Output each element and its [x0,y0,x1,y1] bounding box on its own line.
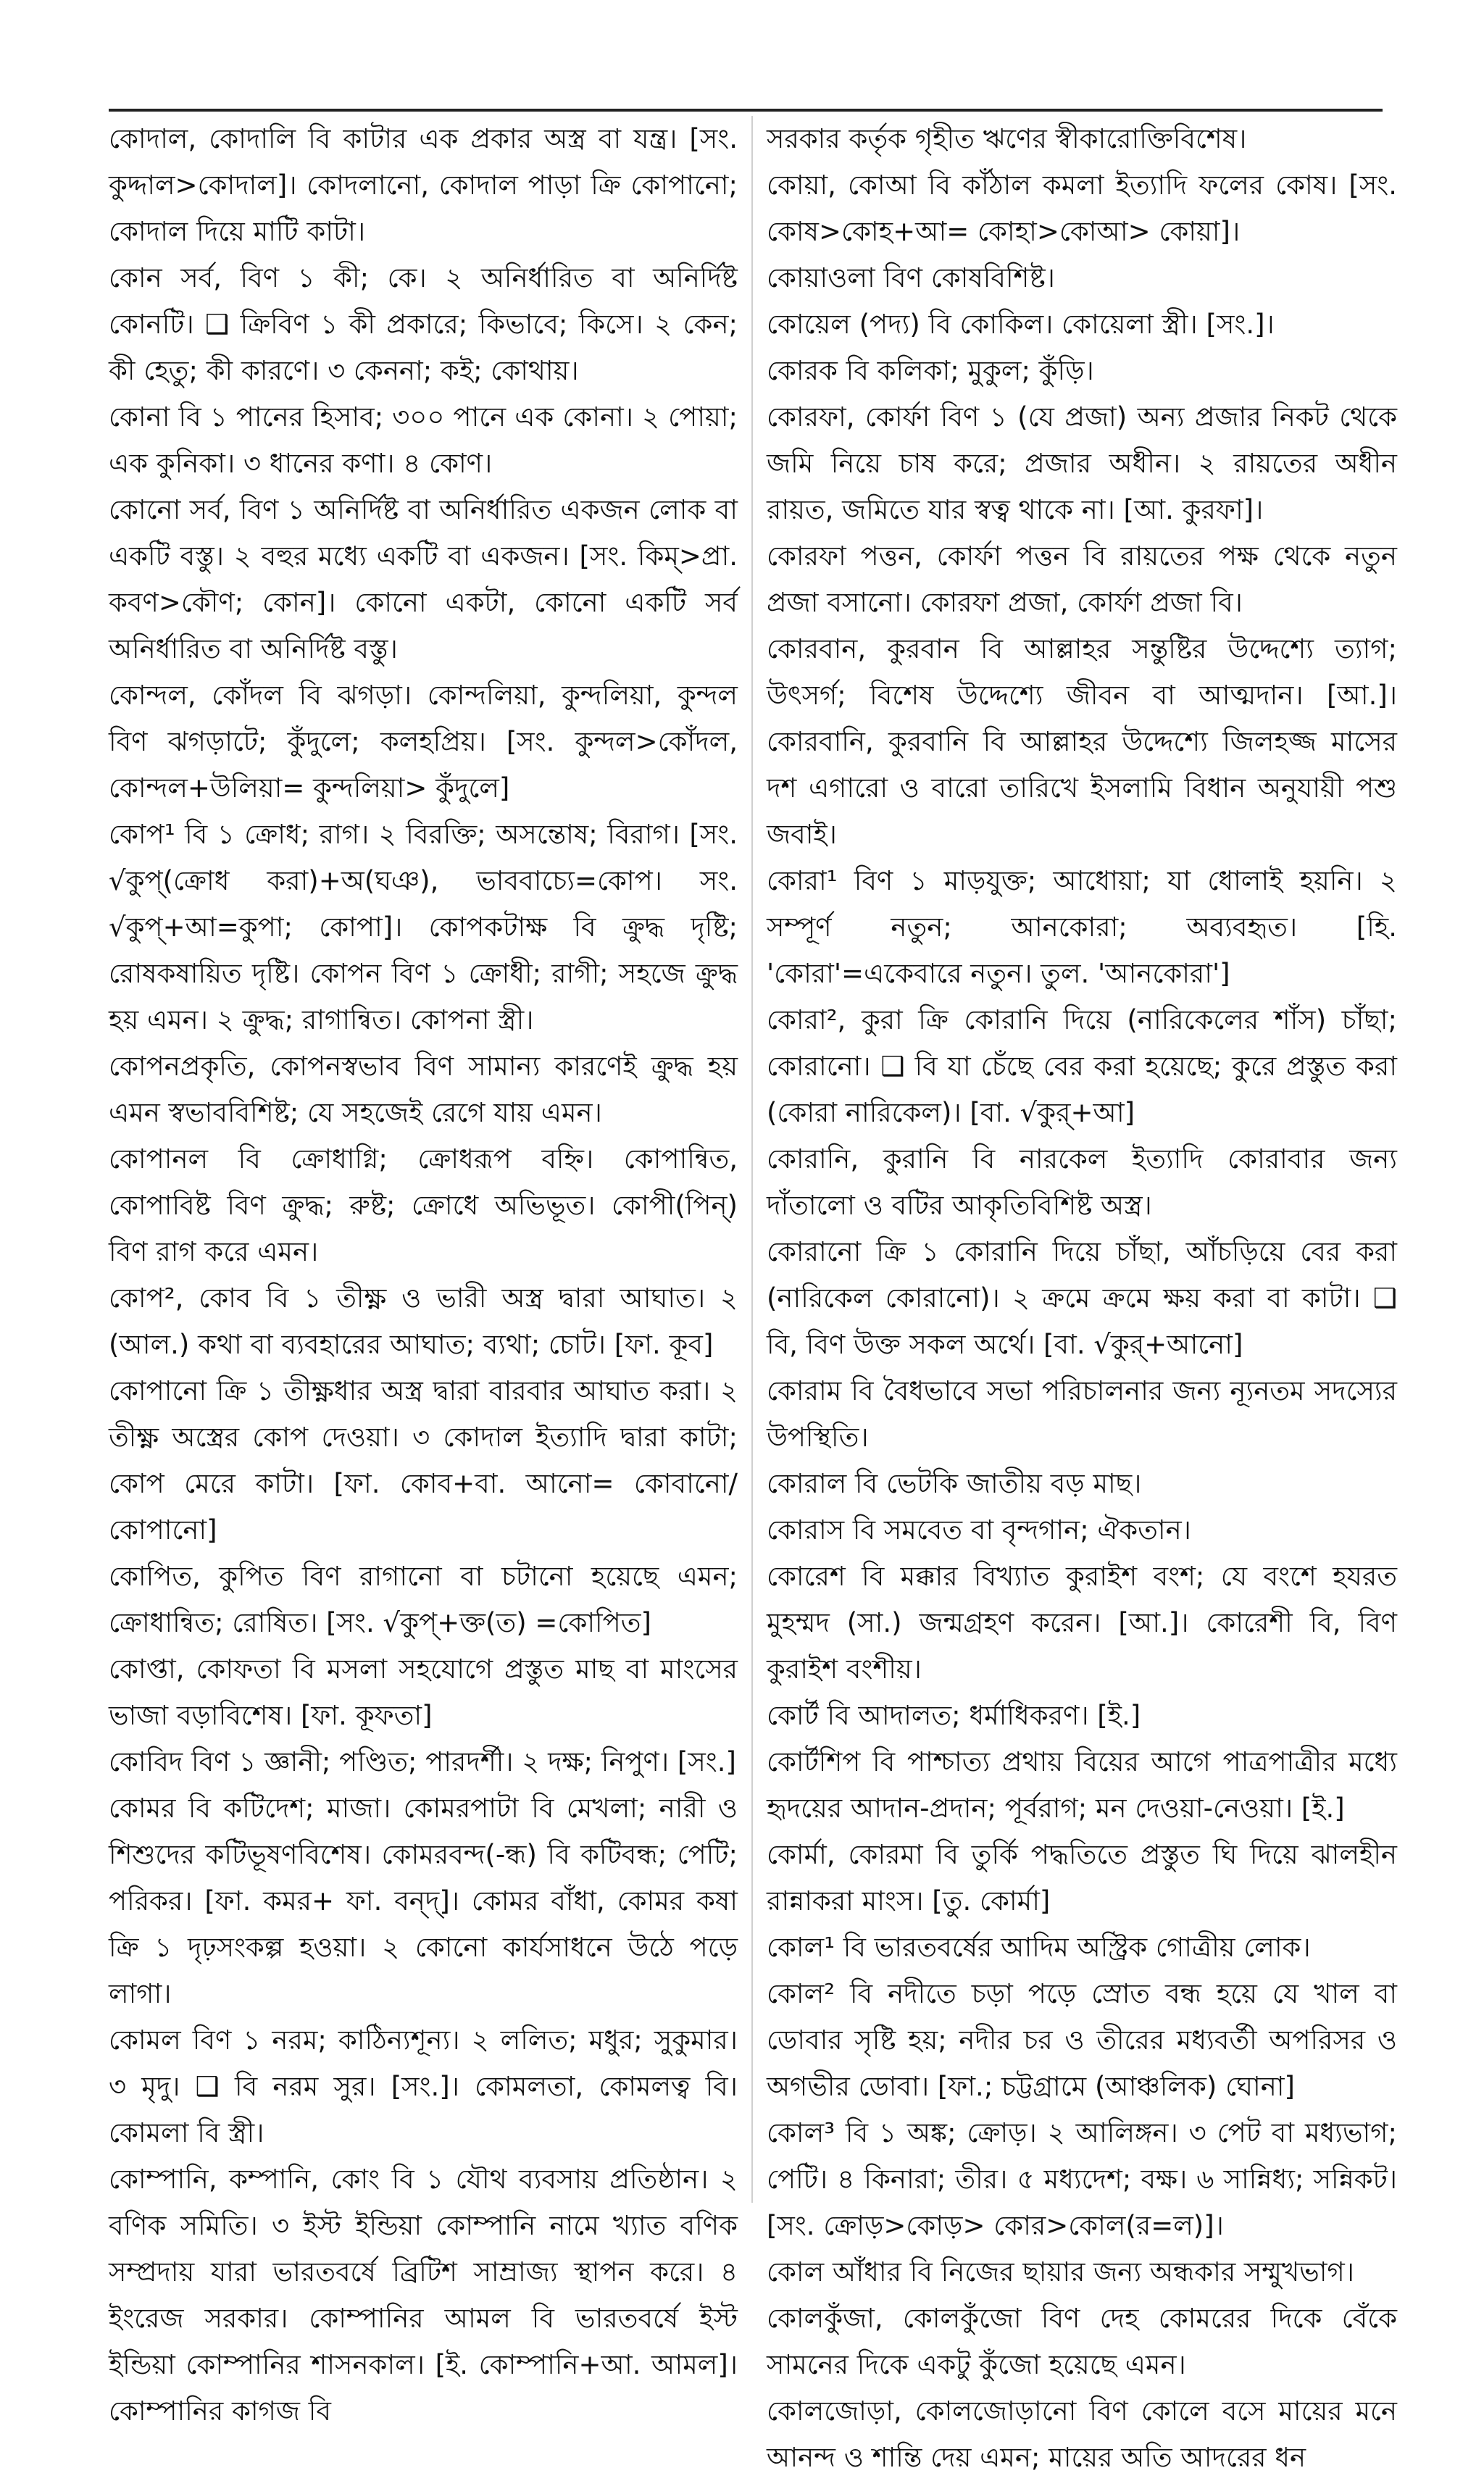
dictionary-entry: কোর্মা, কোরমা বি তুর্কি পদ্ধতিতে প্রস্তুত ঘি দিয়ে ঝালহীন রান্নাকরা মাংস। [তু. কোর্মা] [767,1839,1397,1917]
dictionary-entry: কোরানো ক্রি ১ কোরানি দিয়ে চাঁছা, আঁচড়িয়ে বের করা (নারিকেল কোরানো)। ২ ক্রমে ক্রমে ক্ষয় করা বা কাটা। ❑ বি, বিণ উক্ত সকল অর্থে। [বা. √কুর্+আনো] [767,1236,1397,1360]
dictionary-entry: কোয়া, কোআ বি কাঁঠাল কমলা ইত্যাদি ফলের কোষ। [সং. কোষ>কোহ+আ= কোহা>কোআ> কোয়া]। [767,170,1397,247]
right-column [767,116,1397,2473]
dictionary-entry: কোনো সর্ব, বিণ ১ অনির্দিষ্ট বা অনির্ধারিত একজন লোক বা একটি বস্তু। ২ বহুর মধ্যে একটি বা একজন। [সং. কিম্>প্রা. কবণ>কৌণ; কোন]। কোনো একটা, কোনো একটি সর্ব অনির্ধারিত বা অনির্দিষ্ট বস্তু। [109,494,738,664]
dictionary-entry: কোয়াওলা বিণ কোষবিশিষ্ট। [767,262,1055,293]
dictionary-entry: কোমর বি কটিদেশ; মাজা। কোমরপাটা বি মেখলা; নারী ও শিশুদের কটিভূষণবিশেষ। কোমরবন্দ(-ন্ধ) বি কটিবন্ধ; পেটি; পরিকর। [ফা. কমর+ ফা. বন্দ্]। কোমর বাঁধা, কোমর কষা ক্রি ১ দৃঢ়সংকল্প হওয়া। ২ কোনো কার্যসাধনে উঠে পড়ে লাগা। [109,1793,738,2009]
dictionary-entry: কোপ², কোব বি ১ তীক্ষ্ণ ও ভারী অস্ত্র দ্বারা আঘাত। ২ (আল.) কথা বা ব্যবহারের আঘাত; ব্যথা; চোট। [ফা. কূব] [109,1283,738,1360]
dictionary-entry: কোল আঁধার বি নিজের ছায়ার জন্য অন্ধকার সম্মুখভাগ। [767,2256,1354,2288]
dictionary-entry: কোপনপ্রকৃতি, কোপনস্বভাব বিণ সামান্য কারণেই ক্রুদ্ধ হয় এমন স্বভাববিশিষ্ট; যে সহজেই রেগে যায় এমন। [109,1051,738,1128]
dictionary-entry: কোল¹ বি ভারতবর্ষের আদিম অস্ট্রিক গোত্রীয় লোক। [767,1932,1311,1963]
dictionary-entry: কোপ¹ বি ১ ক্রোধ; রাগ। ২ বিরক্তি; অসন্তোষ; বিরাগ। [সং. √কুপ্(ক্রোধ করা)+অ(ঘঞ), ভাববাচ্যে=কোপ। সং. √কুপ্+আ=কুপা; কোপা]। কোপকটাক্ষ বি ক্রুদ্ধ দৃষ্টি; রোষকষায়িত দৃষ্টি। কোপন বিণ ১ ক্রোধী; রাগী; সহজে ক্রুদ্ধ হয় এমন। ২ ক্রুদ্ধ; রাগান্বিত। কোপনা স্ত্রী। [109,819,738,1035]
dictionary-entry: কোরেশ বি মক্কার বিখ্যাত কুরাইশ বংশ; যে বংশে হযরত মুহম্মদ (সা.) জন্মগ্রহণ করেন। [আ.]। কোরেশী বি, বিণ কুরাইশ বংশীয়। [767,1561,1397,1685]
dictionary-entry: কোলকুঁজা, কোলকুঁজো বিণ দেহ কোমরের দিকে বেঁকে সামনের দিকে একটু কুঁজো হয়েছে এমন। [767,2303,1397,2380]
column-divider [751,116,753,2203]
dictionary-entry: কোলজোড়া, কোলজোড়ানো বিণ কোলে বসে মায়ের মনে আনন্দ ও শান্তি দেয় এমন; মায়ের অতি আদরের ধন [767,2395,1397,2473]
dictionary-entry: কোবিদ বিণ ১ জ্ঞানী; পণ্ডিত; পারদর্শী। ২ দক্ষ; নিপুণ। [সং.] [109,1746,736,1777]
dictionary-entry: কোপানো ক্রি ১ তীক্ষ্ণধার অস্ত্র দ্বারা বারবার আঘাত করা। ২ তীক্ষ্ণ অস্ত্রের কোপ দেওয়া। ৩ কোদাল ইত্যাদি দ্বারা কাটা; কোপ মেরে কাটা। [ফা. কোব+বা. আনো= কোবানো/ কোপানো] [109,1375,738,1546]
dictionary-entry: কোনা বি ১ পানের হিসাব; ৩০০ পানে এক কোনা। ২ পোয়া; এক কুনিকা। ৩ ধানের কণা। ৪ কোণ। [109,401,738,479]
dictionary-entry: কোরাস বি সমবেত বা বৃন্দগান; ঐকতান। [767,1514,1191,1546]
dictionary-entry: কোরা², কুরা ক্রি কোরানি দিয়ে (নারিকেলের শাঁস) চাঁছা; কোরানো। ❑ বি যা চেঁছে বের করা হয়েছে; কুরে প্রস্তুত করা (কোরা নারিকেল)। [বা. √কুর্+আ] [767,1004,1397,1128]
dictionary-entry: কোরানি, কুরানি বি নারকেল ইত্যাদি কোরাবার জন্য দাঁতালো ও বটির আকৃতিবিশিষ্ট অস্ত্র। [767,1143,1397,1221]
dictionary-entry: কোল² বি নদীতে চড়া পড়ে স্রোত বন্ধ হয়ে যে খাল বা ডোবার সৃষ্টি হয়; নদীর চর ও তীরের মধ্যবর্তী অপরিসর ও অগভীর ডোবা। [ফা.; চট্টগ্রামে (আঞ্চলিক) ঘোনা] [767,1978,1397,2102]
dictionary-entry: কোপানল বি ক্রোধাগ্নি; ক্রোধরূপ বহ্নি। কোপান্বিত, কোপাবিষ্ট বিণ ক্রুদ্ধ; রুষ্ট; ক্রোধে অভিভূত। কোপী(পিন্) বিণ রাগ করে এমন। [109,1143,738,1267]
dictionary-entry: কোয়েল (পদ্য) বি কোকিল। কোয়েলা স্ত্রী। [সং.]। [767,309,1275,340]
left-column [109,116,738,2427]
dictionary-entry: কোপিত, কুপিত বিণ রাগানো বা চটানো হয়েছে এমন; ক্রোধান্বিত; রোষিত। [সং. √কুপ্+ক্ত(ত) =কোপিত] [109,1561,738,1638]
dictionary-entry: কোমল বিণ ১ নরম; কাঠিন্যশূন্য। ২ ললিত; মধুর; সুকুমার। ৩ মৃদু। ❑ বি নরম সুর। [সং.]। কোমলতা, কোমলত্ব বি। কোমলা বি স্ত্রী। [109,2025,738,2148]
dictionary-entry: কোপ্তা, কোফতা বি মসলা সহযোগে প্রস্তুত মাছ বা মাংসের ভাজা বড়াবিশেষ। [ফা. কূফতা] [109,1654,738,1731]
dictionary-entry: কোরফা, কোর্ফা বিণ ১ (যে প্রজা) অন্য প্রজার নিকট থেকে জমি নিয়ে চাষ করে; প্রজার অধীন। ২ রায়তের অধীন রায়ত, জমিতে যার স্বত্ব থাকে না। [আ. কুরফা]। [767,401,1397,525]
dictionary-entry: কোদাল, কোদালি বি কাটার এক প্রকার অস্ত্র বা যন্ত্র। [সং. কুদ্দাল>কোদাল]। কোদলানো, কোদাল পাড়া ক্রি কোপানো; কোদাল দিয়ে মাটি কাটা। [109,123,738,247]
dictionary-entry: কোল³ বি ১ অঙ্ক; ক্রোড়। ২ আলিঙ্গন। ৩ পেট বা মধ্যভাগ; পেটি। ৪ কিনারা; তীর। ৫ মধ্যদেশ; বক্ষ। ৬ সান্নিধ্য; সন্নিকট। [সং. ক্রোড়>কোড়> কোর>কোল(র=ল)]। [767,2117,1397,2241]
dictionary-entry: কোরফা পত্তন, কোর্ফা পত্তন বি রায়তের পক্ষ থেকে নতুন প্রজা বসানো। কোরফা প্রজা, কোর্ফা প্রজা বি। [767,541,1397,618]
dictionary-entry: কোন সর্ব, বিণ ১ কী; কে। ২ অনির্ধারিত বা অনির্দিষ্ট কোনটি। ❑ ক্রিবিণ ১ কী প্রকারে; কিভাবে; কিসে। ২ কেন; কী হেতু; কী কারণে। ৩ কেননা; কই; কোথায়। [109,262,738,386]
dictionary-entry: কোরবান, কুরবান বি আল্লাহর সন্তুষ্টির উদ্দেশ্যে ত্যাগ; উৎসর্গ; বিশেষ উদ্দেশ্যে জীবন বা আত্মদান। [আ.]। কোরবানি, কুরবানি বি আল্লাহর উদ্দেশ্যে জিলহজ্জ মাসের দশ এগারো ও বারো তারিখে ইসলামি বিধান অনুযায়ী পশু জবাই। [767,633,1397,850]
dictionary-entry: কোরা¹ বিণ ১ মাড়যুক্ত; আধোয়া; যা ধোলাই হয়নি। ২ সম্পূর্ণ নতুন; আনকোরা; অব্যবহৃত। [হি. 'কোরা'=একেবারে নতুন। তুল. 'আনকোরা'] [767,865,1397,989]
top-rule [109,109,1383,112]
dictionary-entry: সরকার কর্তৃক গৃহীত ঋণের স্বীকারোক্তিবিশেষ। [767,123,1247,154]
dictionary-entry: কোম্পানি, কম্পানি, কোং বি ১ যৌথ ব্যবসায় প্রতিষ্ঠান। ২ বণিক সমিতি। ৩ ইস্ট ইন্ডিয়া কোম্পানি নামে খ্যাত বণিক সম্প্রদায় যারা ভারতবর্ষে ব্রিটিশ সাম্রাজ্য স্থাপন করে। ৪ ইংরেজ সরকার। কোম্পানির আমল বি ভারতবর্ষে ইস্ট ইন্ডিয়া কোম্পানির শাসনকাল। [ই. কোম্পানি+আ. আমল]। কোম্পানির কাগজ বি [109,2164,738,2427]
dictionary-entry: কোরক বি কলিকা; মুকুল; কুঁড়ি। [767,355,1094,386]
dictionary-entry: কোন্দল, কোঁদল বি ঝগড়া। কোন্দলিয়া, কুন্দলিয়া, কুন্দল বিণ ঝগড়াটে; কুঁদুলে; কলহপ্রিয়। [সং. কুন্দল>কোঁদল, কোন্দল+উলিয়া= কুন্দলিয়া> কুঁদুলে] [109,680,738,804]
dictionary-entry: কোর্টশিপ বি পাশ্চাত্য প্রথায় বিয়ের আগে পাত্রপাত্রীর মধ্যে হৃদয়ের আদান-প্রদান; পূর্বরাগ; মন দেওয়া-নেওয়া। [ই.] [767,1746,1397,1824]
dictionary-entry: কোরাল বি ভেটকি জাতীয় বড় মাছ। [767,1468,1142,1499]
dictionary-entry: কোরাম বি বৈধভাবে সভা পরিচালনার জন্য ন্যূনতম সদস্যের উপস্থিতি। [767,1375,1397,1453]
dictionary-entry: কোর্ট বি আদালত; ধর্মাধিকরণ। [ই.] [767,1700,1141,1731]
